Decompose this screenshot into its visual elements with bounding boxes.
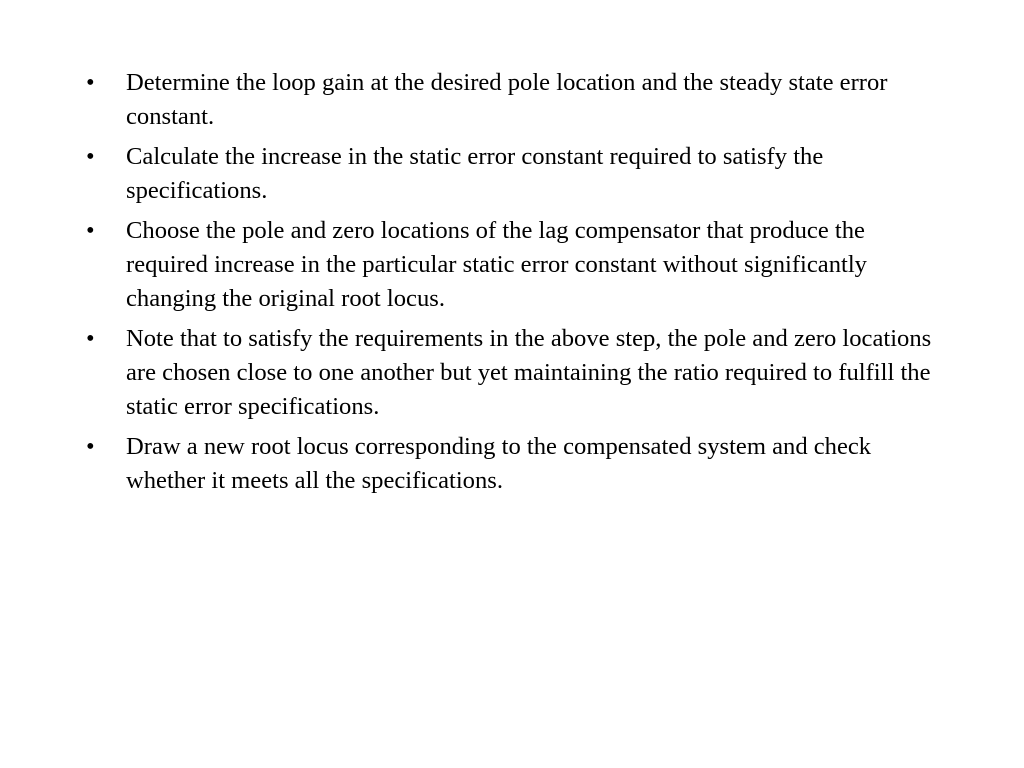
bullet-item bbox=[0, 66, 1024, 134]
bullet-list bbox=[0, 66, 1024, 504]
bullet-item bbox=[0, 140, 1024, 208]
bullet-icon: • bbox=[86, 433, 95, 460]
bullet-icon: • bbox=[86, 325, 95, 352]
bullet-text: Draw a new root locus corresponding to the compensated system and check whether it meets all the specifications. bbox=[126, 433, 872, 494]
bullet-item bbox=[0, 322, 1024, 424]
bullet-text: Choose the pole and zero locations of the lag compensator that produce the required increase in the particular static error constant without significantly changing the original root locus. bbox=[126, 217, 867, 312]
bullet-item bbox=[0, 430, 1024, 498]
bullet-icon: • bbox=[86, 143, 95, 170]
bullet-text: Calculate the increase in the static error constant required to satisfy the specifications. bbox=[126, 143, 824, 204]
bullet-text: Note that to satisfy the requirements in the above step, the pole and zero locations are chosen close to one another but yet maintaining the ratio required to fulfill the static error specifications. bbox=[126, 325, 932, 420]
bullet-icon: • bbox=[86, 69, 95, 96]
bullet-text: Determine the loop gain at the desired pole location and the steady state error constant. bbox=[126, 69, 888, 130]
bullet-item bbox=[0, 214, 1024, 316]
bullet-icon: • bbox=[86, 217, 95, 244]
